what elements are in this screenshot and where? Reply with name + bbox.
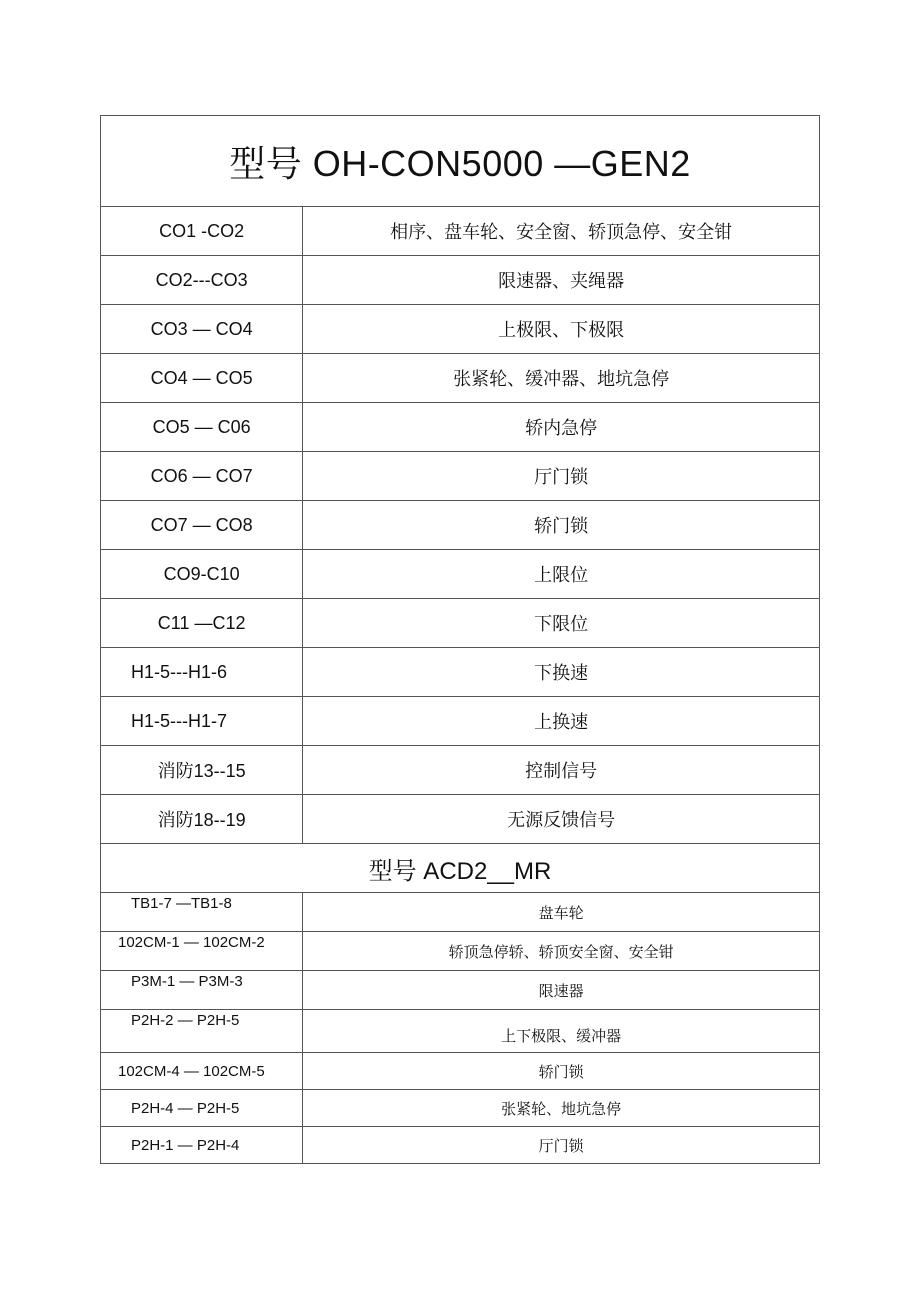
terminal-code: CO7 — CO8 <box>101 501 303 550</box>
table2-title-row <box>101 844 820 893</box>
table-row <box>101 971 820 1010</box>
table-row <box>101 697 820 746</box>
table1-title: 型号 OH-CON5000 —GEN2 <box>101 116 820 207</box>
terminal-code: 消防18--19 <box>101 795 303 844</box>
terminal-code: P3M-1 — P3M-3 <box>101 971 303 1010</box>
table-row <box>101 746 820 795</box>
circuit-description: 张紧轮、缓冲器、地坑急停 <box>303 354 820 403</box>
table-row <box>101 1010 820 1053</box>
circuit-description: 轿顶急停轿、轿顶安全窗、安全钳 <box>303 932 820 971</box>
circuit-description: 张紧轮、地坑急停 <box>303 1090 820 1127</box>
table-row <box>101 1090 820 1127</box>
circuit-description: 相序、盘车轮、安全窗、轿顶急停、安全钳 <box>303 207 820 256</box>
table-row <box>101 795 820 844</box>
circuit-description: 轿门锁 <box>303 501 820 550</box>
circuit-description: 下限位 <box>303 599 820 648</box>
circuit-description: 轿门锁 <box>303 1053 820 1090</box>
terminal-code: CO4 — CO5 <box>101 354 303 403</box>
circuit-description: 控制信号 <box>303 746 820 795</box>
circuit-description: 盘车轮 <box>303 893 820 932</box>
table-row <box>101 403 820 452</box>
terminal-code: CO6 — CO7 <box>101 452 303 501</box>
circuit-description: 轿内急停 <box>303 403 820 452</box>
table-row <box>101 1127 820 1164</box>
table2-title: 型号 ACD2__MR <box>101 844 820 893</box>
circuit-description: 上限位 <box>303 550 820 599</box>
terminal-code: CO5 — C06 <box>101 403 303 452</box>
table-row <box>101 207 820 256</box>
table-row <box>101 893 820 932</box>
circuit-description: 厅门锁 <box>303 1127 820 1164</box>
table-row <box>101 256 820 305</box>
wiring-table <box>100 115 820 1164</box>
terminal-code: C11 —C12 <box>101 599 303 648</box>
terminal-code: 102CM-4 — 102CM-5 <box>101 1053 303 1090</box>
terminal-code: CO1 -CO2 <box>101 207 303 256</box>
table-row <box>101 354 820 403</box>
table-row <box>101 305 820 354</box>
circuit-description: 厅门锁 <box>303 452 820 501</box>
circuit-description: 无源反馈信号 <box>303 795 820 844</box>
table-row <box>101 452 820 501</box>
circuit-description: 下换速 <box>303 648 820 697</box>
circuit-description: 上极限、下极限 <box>303 305 820 354</box>
terminal-code: CO3 — CO4 <box>101 305 303 354</box>
terminal-code: CO2---CO3 <box>101 256 303 305</box>
table-row <box>101 501 820 550</box>
table1-title-row <box>101 116 820 207</box>
table-row <box>101 599 820 648</box>
terminal-code: P2H-2 — P2H-5 <box>101 1010 303 1053</box>
terminal-code: P2H-1 — P2H-4 <box>101 1127 303 1164</box>
terminal-code: TB1-7 —TB1-8 <box>101 893 303 932</box>
terminal-code: 消防13--15 <box>101 746 303 795</box>
table-row <box>101 648 820 697</box>
terminal-code: H1-5---H1-7 <box>101 697 303 746</box>
terminal-code: H1-5---H1-6 <box>101 648 303 697</box>
wiring-table-page <box>100 115 820 1164</box>
circuit-description: 限速器、夹绳器 <box>303 256 820 305</box>
table-row <box>101 1053 820 1090</box>
terminal-code: CO9-C10 <box>101 550 303 599</box>
circuit-description: 限速器 <box>303 971 820 1010</box>
circuit-description: 上下极限、缓冲器 <box>303 1010 820 1053</box>
terminal-code: P2H-4 — P2H-5 <box>101 1090 303 1127</box>
table-row <box>101 932 820 971</box>
table-row <box>101 550 820 599</box>
circuit-description: 上换速 <box>303 697 820 746</box>
terminal-code: 102CM-1 — 102CM-2 <box>101 932 303 971</box>
